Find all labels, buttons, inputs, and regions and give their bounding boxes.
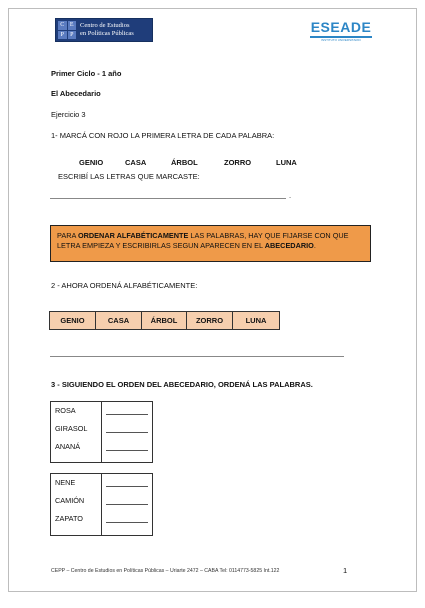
footer-contact: CEPP – Centro de Estudios en Políticas Públicas – Uriarte 2472 – CABA Tel: 0114773-5825 Int.122	[51, 568, 280, 574]
section2-word-cell: ZORRO	[187, 312, 233, 329]
section2-word-cell: ÁRBOL	[142, 312, 187, 329]
tip-text: PARA	[57, 231, 78, 240]
group1-answer-blank[interactable]	[106, 432, 148, 433]
logo-letter: E	[68, 21, 77, 30]
cepp-logo-text	[80, 22, 134, 38]
exercise-label: Ejercicio 3	[51, 110, 86, 119]
group2-word: CAMIÓN	[55, 496, 85, 505]
group1-word: ROSA	[55, 406, 76, 415]
cepp-logo-line1: Centro de Estudios	[80, 22, 130, 29]
cepp-logo-mark	[58, 21, 76, 39]
section2-word-cell: LUNA	[245, 316, 267, 325]
group1-word: GIRASOL	[55, 424, 88, 433]
section3-group1-table	[50, 401, 153, 463]
section1-line-end: .	[289, 191, 292, 200]
tip-text: LAS PALABRAS, HAY QUE FIJARSE CON QUE LETRA EMPIEZA Y ESCRIBIRLAS SEGUN APARECEN EN EL	[57, 231, 349, 250]
group2-word: ZAPATO	[55, 514, 83, 523]
tip-emphasis: ABECEDARIO	[264, 241, 314, 250]
group2-answer-blank[interactable]	[106, 522, 148, 523]
group2-answer-blank[interactable]	[106, 504, 148, 505]
cepp-logo-line2: en Políticas Públicas	[80, 30, 134, 37]
cycle-heading: Primer Ciclo - 1 año	[51, 69, 122, 78]
section3-instruction: 3 - SIGUIENDO EL ORDEN DEL ABECEDARIO, ORDENÁ LAS PALABRAS.	[51, 380, 313, 389]
section1-answer-line[interactable]	[50, 198, 286, 199]
table-divider	[101, 402, 102, 462]
table-divider	[101, 474, 102, 535]
group1-answer-blank[interactable]	[106, 414, 148, 415]
eseade-logo-word: ESEADE	[310, 19, 372, 35]
eseade-logo	[306, 20, 376, 42]
section1-word: CASA	[125, 158, 147, 167]
tip-text: .	[313, 241, 316, 250]
logo-letter: P	[68, 31, 77, 40]
eseade-logo-tagline: INSTITUTO UNIVERSITARIO	[321, 38, 361, 42]
cepp-logo	[55, 18, 153, 42]
group2-answer-blank[interactable]	[106, 486, 148, 487]
logo-letter: P	[58, 31, 67, 40]
section1-word: GENIO	[79, 158, 104, 167]
section1-word: ZORRO	[224, 158, 252, 167]
alphabetical-order-tip	[50, 225, 371, 262]
section1-instruction: 1- MARCÁ CON ROJO LA PRIMERA LETRA DE CADA PALABRA:	[51, 131, 275, 140]
section1-write-prompt: ESCRIBÍ LAS LETRAS QUE MARCASTE:	[58, 172, 200, 181]
section2-word-table	[49, 311, 280, 330]
section2-word-cell: GENIO	[50, 312, 96, 329]
worksheet-page	[8, 8, 417, 592]
page-number: 1	[343, 566, 348, 575]
section1-word: LUNA	[276, 158, 297, 167]
topic-heading: El Abecedario	[51, 89, 101, 98]
group2-word: NENE	[55, 478, 76, 487]
tip-emphasis: ORDENAR ALFABÉTICAMENTE	[77, 231, 189, 240]
group1-word: ANANÁ	[55, 442, 81, 451]
section1-word: ÁRBOL	[171, 158, 198, 167]
logo-letter: C	[58, 21, 67, 30]
section2-instruction: 2 - AHORA ORDENÁ ALFABÉTICAMENTE:	[51, 281, 198, 290]
group1-answer-blank[interactable]	[106, 450, 148, 451]
section3-group2-table	[50, 473, 153, 536]
section2-word-cell: CASA	[96, 312, 142, 329]
section2-answer-line[interactable]	[50, 356, 344, 357]
